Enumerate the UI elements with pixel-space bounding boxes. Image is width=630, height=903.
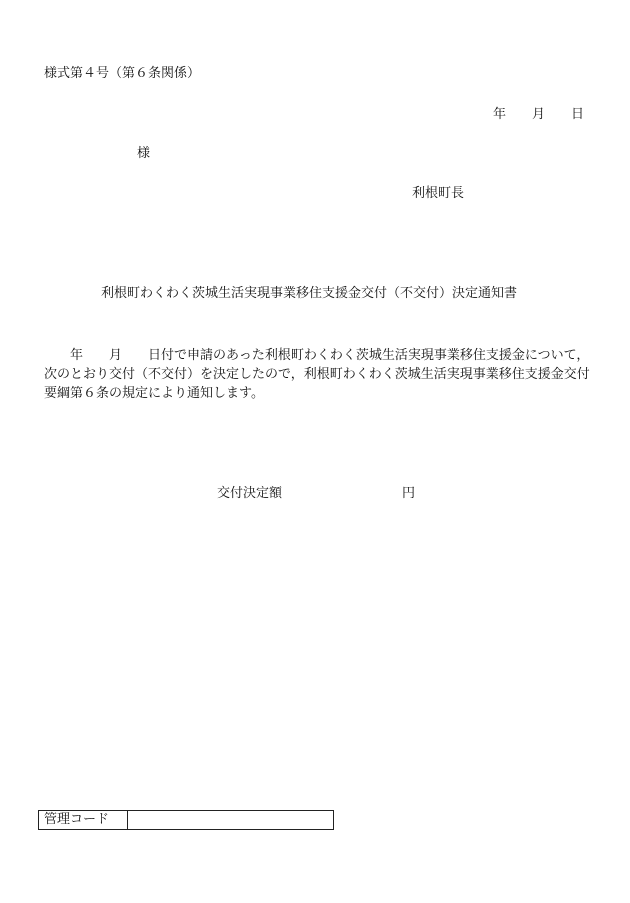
document-title: 利根町わくわく茨城生活実現事業移住支援金交付（不交付）決定通知書	[101, 286, 518, 301]
date-day: 日	[570, 107, 584, 122]
management-code-label: 管理コード	[39, 811, 128, 829]
date-month: 月	[531, 107, 545, 122]
management-code-value[interactable]	[128, 811, 333, 829]
body-text	[44, 346, 590, 403]
body-year: 年	[70, 348, 84, 363]
recipient-suffix: 様	[137, 146, 151, 161]
date-year: 年	[492, 107, 506, 122]
issuer: 利根町長	[412, 186, 465, 201]
amount-unit: 円	[402, 486, 416, 501]
amount-label: 交付決定額	[217, 486, 283, 501]
body-month: 月	[109, 348, 123, 363]
body-paragraph: 日付で申請のあった利根町わくわく茨城生活実現事業移住支援金について，次のとおり交付（不交付）を決定したので，利根町わくわく茨城生活実現事業移住支援金交付要綱第６条の規定により通知します。	[44, 348, 590, 401]
management-code-table	[38, 810, 334, 830]
date-line	[493, 107, 584, 123]
form-number: 様式第４号（第６条関係）	[44, 66, 201, 81]
amount-line	[217, 486, 415, 502]
